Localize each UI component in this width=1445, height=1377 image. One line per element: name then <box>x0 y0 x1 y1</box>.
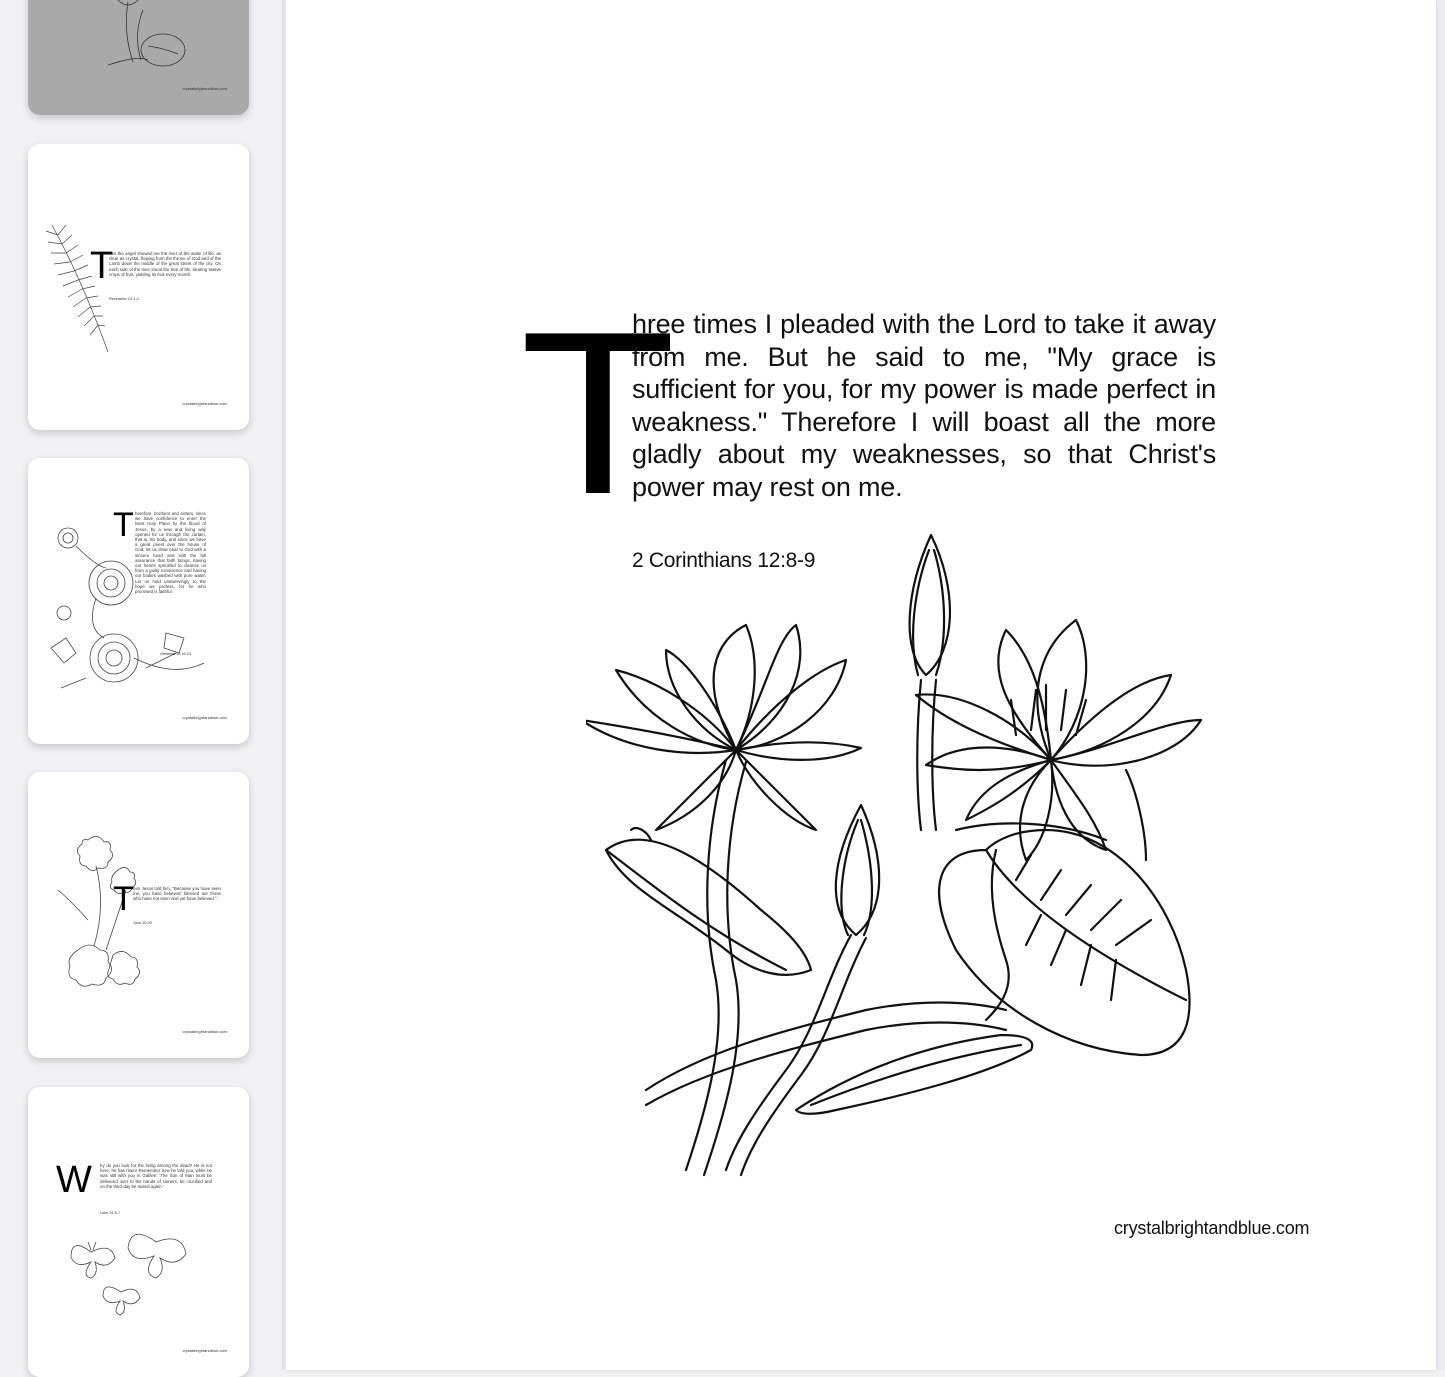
water-lily-icon <box>586 530 1226 1190</box>
document-page <box>286 0 1436 1370</box>
page-thumbnail-4[interactable] <box>28 772 249 1058</box>
water-lily-icon <box>88 0 208 80</box>
page-thumbnail-2[interactable] <box>28 144 249 430</box>
thumbnail-reference: John 20:29 <box>133 921 152 925</box>
thumbnail-drop-cap: T <box>90 245 114 287</box>
thumbnail-footer: crystalbrightandblue.com <box>182 401 227 406</box>
thumbnail-footer: crystalbrightandblue.com <box>182 86 227 91</box>
drop-cap: T <box>520 284 676 543</box>
thumbnail-footer: crystalbrightandblue.com <box>182 1029 227 1034</box>
butterfly-icon <box>66 1222 216 1322</box>
thumbnail-text: hen the angel showed me the river of the water of life, as clear as crystal, flowing from the throne of God and of the Lamb down the middle of the great street of the city. On each side of the river stood the tree of life, bearing twelve crops of fruit, yielding its fruit every month. <box>109 251 221 277</box>
thumbnail-drop-cap: T <box>113 506 134 544</box>
document-canvas[interactable] <box>283 0 1445 1370</box>
thumbnail-reference: Hebrews 10:19-23 <box>160 652 192 656</box>
thumbnail-text: hen Jesus told him, "Because you have seen me, you have believed; blessed are those who have not seen and yet have believed." <box>133 886 221 902</box>
blossom-icon <box>48 830 158 1000</box>
thumbnail-footer: crystalbrightandblue.com <box>182 1348 227 1353</box>
thumbnail-footer: crystalbrightandblue.com <box>182 715 227 720</box>
thumbnail-drop-cap: T <box>113 880 134 918</box>
thumbnail-text: hy do you look for the living among the dead? He is not here; he has risen! Remember how he told you, while he was still with you in Galilee: 'The Son of Man must be delivered over to the hands of sinners, be crucified and on the third day be raised again.' <box>100 1163 212 1189</box>
thumbnail-reference: Revelation 22:1-2 <box>109 297 139 301</box>
verse-text: hree times I pleaded with the Lord to take it away from me. But he said to me, "My grace is sufficient for you, for my power is made perfect in weakness." Therefore I will boast all the more gladly about my weaknesses, so that Christ's power may rest on me. <box>632 309 1216 502</box>
page-thumbnail-1[interactable] <box>28 0 249 115</box>
thumbnail-drop-cap: W <box>56 1159 92 1201</box>
thumbnail-reference: Luke 24:5-7 <box>100 1211 121 1215</box>
page-footer: crystalbrightandblue.com <box>1114 1218 1310 1238</box>
page-thumbnail-3[interactable] <box>28 458 249 744</box>
fern-icon <box>42 220 122 360</box>
verse-reference: 2 Corinthians 12:8-9 <box>632 549 816 572</box>
thumbnail-text: herefore, brothers and sisters, since we have confidence to enter the Most Holy Place by the blood of Jesus, by a new and living way opened for us through the curtain, that is, his body, and since we have a great priest over the house of God, let us draw near to God with a sincere heart and with the full assurance that faith brings, having our hearts sprinkled to cleanse us from a guilty conscience and having our bodies washed with pure water. Let us hold unswervingly to the hope we profess, for he who promised is faithful. <box>135 511 206 595</box>
page-thumbnail-5[interactable] <box>28 1087 249 1377</box>
page-thumbnail-sidebar[interactable] <box>0 0 283 1370</box>
